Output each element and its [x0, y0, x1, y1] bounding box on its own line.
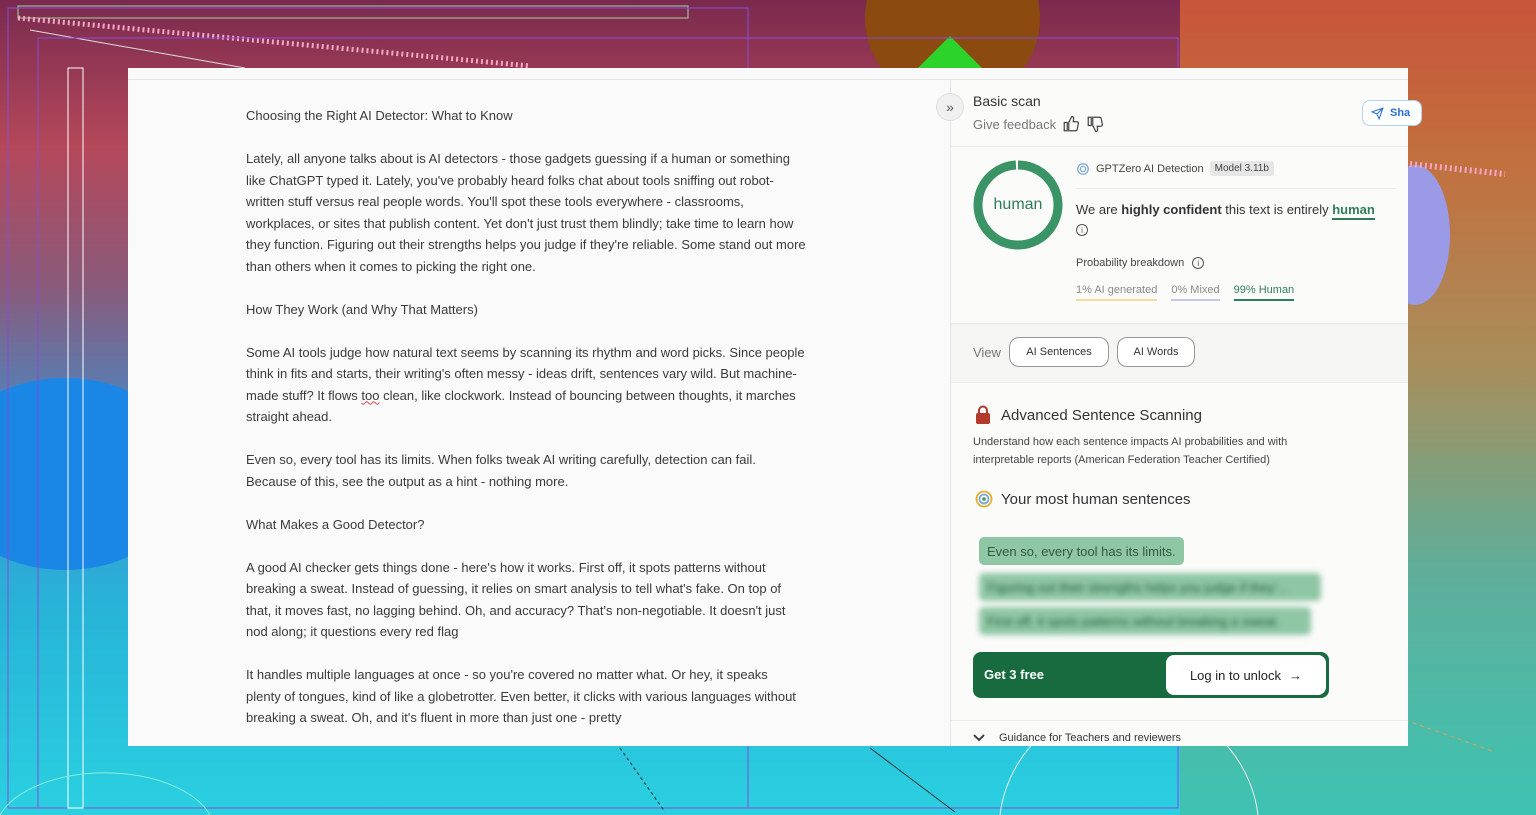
prob-human: 99% Human [1234, 284, 1295, 301]
thumbs-down-icon[interactable] [1086, 115, 1104, 133]
document-text[interactable] [246, 105, 806, 750]
guidance-toggle[interactable] [973, 732, 1181, 744]
confidence-mid: this text is entirely [1221, 202, 1333, 217]
divider [951, 323, 1408, 324]
thumbs-up-icon[interactable] [1062, 115, 1080, 133]
share-button[interactable] [1362, 100, 1422, 126]
human-sentences-icon [975, 490, 993, 508]
divider [951, 382, 1408, 383]
confidence-strong: highly confident [1121, 202, 1222, 217]
get-free-label: Get 3 free [984, 667, 1044, 682]
confidence-statement [1076, 202, 1375, 217]
share-label: Sha [1390, 107, 1411, 119]
probability-items [1076, 284, 1294, 301]
doc-text-segment: Some AI tools judge how natural text seems by scanning its rhythm and word picks. Since people think in fits and starts, their writing's often messy - ideas drift, sentences vary wild. But machine-made stuff? It flows [246, 344, 805, 403]
view-toggle-bar [951, 323, 1408, 383]
lock-icon [975, 405, 991, 425]
doc-heading-3: What Makes a Good Detector? [246, 516, 425, 532]
probability-breakdown-header [1076, 257, 1204, 269]
doc-heading-2: How They Work (and Why That Matters) [246, 301, 478, 317]
login-to-unlock-button[interactable] [1166, 655, 1326, 695]
spelling-flag[interactable]: too [361, 387, 380, 403]
arrow-right-icon: → [1289, 667, 1303, 683]
info-icon[interactable]: i [1192, 257, 1204, 269]
human-sentences-title: Your most human sentences [1001, 491, 1191, 508]
result-label: human [993, 196, 1043, 213]
human-sentence-item-locked: First off, it spots patterns without breaking a sweat. [979, 607, 1311, 635]
collapse-panel-button[interactable] [936, 93, 964, 121]
view-label: View [973, 345, 1001, 360]
scan-panel [951, 80, 1411, 746]
chevron-double-right-icon: » [946, 99, 954, 115]
login-label: Log in to unlock [1189, 667, 1282, 683]
doc-paragraph [246, 342, 806, 428]
doc-paragraph: A good AI checker gets things done - here's how it works. First off, it spots patterns without breaking a sweat. Instead of guessing, it relies on smart analysis to tell what's fake. On top of that, it moves fast, no lagging behind. Oh, and accuracy? That's non-negotiable. It doesn't just nod along; it questions every red flag [246, 559, 786, 639]
gptzero-logo-icon [1076, 162, 1090, 176]
doc-paragraph: Lately, all anyone talks about is AI detectors - those gadgets guessing if a human or something like ChatGPT typed it. Lately, you've probably heard folks chat about tools sniffing out robot-written stuff versus real people words. You'll spot these tools everywhere - classrooms, workplaces, or sites that publish content. Yet don't just trust them blindly; take time to learn how they function. Figuring out their strengths helps you judge if they're reliable. Some stand out more than others when it comes to picking the right one. [246, 151, 806, 274]
advanced-scanning-title: Advanced Sentence Scanning [1001, 407, 1202, 424]
confidence-result: human [1332, 202, 1375, 220]
human-sentence-item-locked: Figuring out their strengths helps you judge if they'... [979, 573, 1321, 601]
feedback-label: Give feedback [973, 116, 1057, 132]
advanced-scanning-description: Understand how each sentence impacts AI probabilities and with interpretable reports (American Federation Teacher Certified) [973, 436, 1288, 466]
doc-heading-1: Choosing the Right AI Detector: What to Know [246, 108, 513, 123]
doc-text-segment: clean, like clockwork. Instead of bouncing between thoughts, it marches straight ahead. [246, 387, 796, 424]
divider [951, 720, 1408, 721]
probability-title: Probability breakdown [1076, 257, 1185, 269]
doc-paragraph: It handles multiple languages at once - so you're covered no matter what. Or hey, it speaks plenty of tongues, kind of like a globetrotter. Even better, it clicks with various languages without breaking a sweat. Oh, and it's fluent in more than just one - pretty [246, 667, 796, 725]
info-icon[interactable]: i [1076, 224, 1088, 236]
guidance-label: Guidance for Teachers and reviewers [999, 732, 1182, 744]
divider [1076, 188, 1396, 189]
app-window [128, 68, 1411, 746]
human-sentence-item: Even so, every tool has its limits. [979, 537, 1184, 565]
ai-sentences-button[interactable]: AI Sentences [1009, 337, 1109, 367]
send-icon [1371, 107, 1384, 120]
chevron-down-icon [973, 734, 985, 742]
feedback-row [973, 115, 1104, 133]
unlock-cta [973, 652, 1329, 698]
detector-name: GPTZero AI Detection [1096, 162, 1204, 175]
prob-mixed: 0% Mixed [1171, 284, 1219, 301]
divider [951, 146, 1408, 147]
ai-words-button[interactable]: AI Words [1117, 337, 1195, 367]
model-badge: Model 3.11b [1210, 161, 1274, 176]
scan-title: Basic scan [973, 93, 1041, 109]
prob-ai-generated: 1% AI generated [1076, 284, 1157, 301]
confidence-prefix: We are [1076, 202, 1122, 217]
doc-paragraph: Even so, every tool has its limits. When folks tweak AI writing carefully, detection can fail. Because of this, see the output as a hint - nothing more. [246, 452, 756, 489]
detector-header [1076, 161, 1274, 176]
